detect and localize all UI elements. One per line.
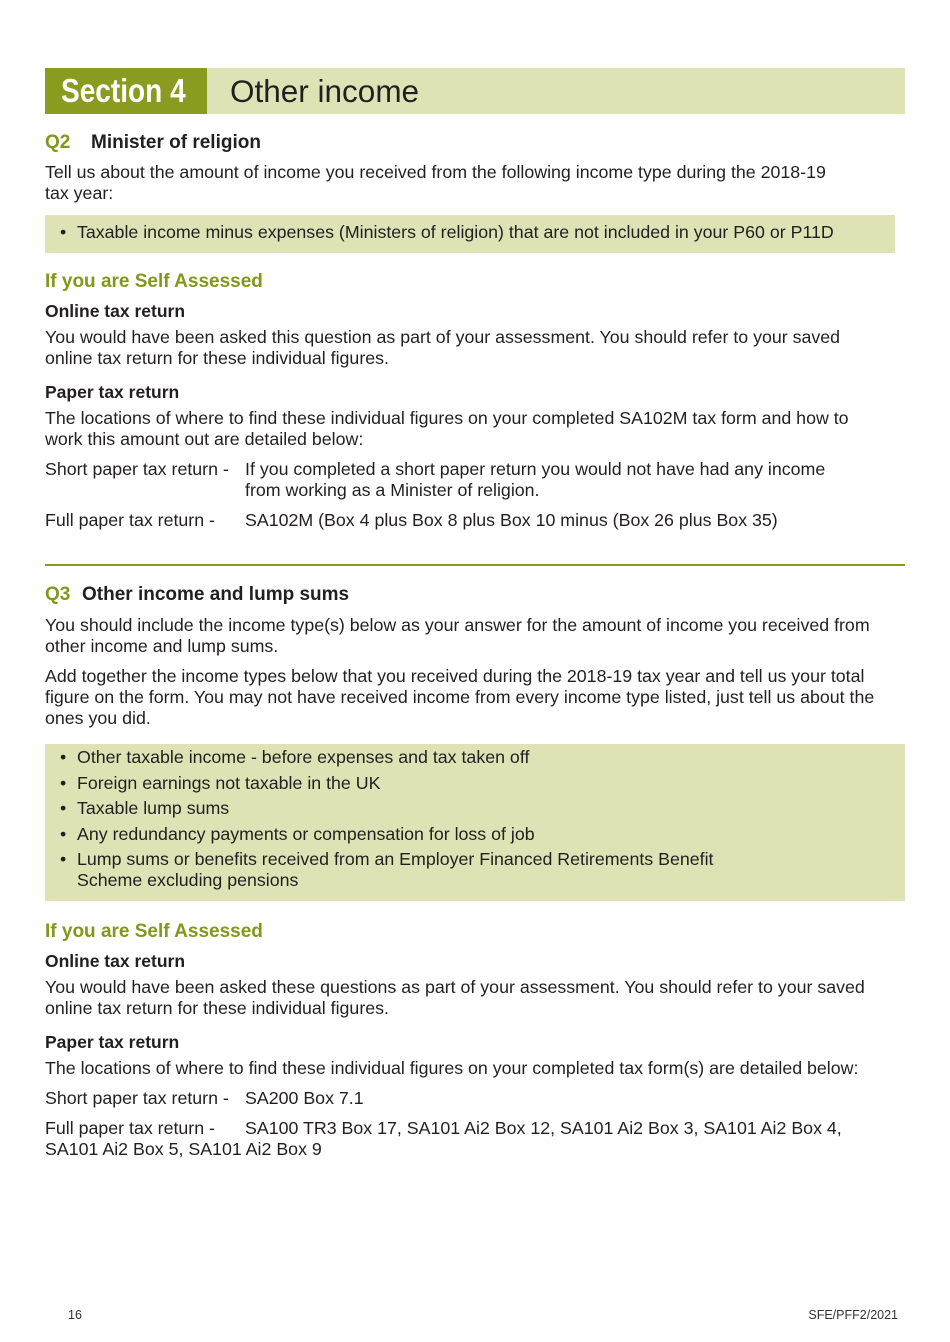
q2-paper-text: The locations of where to find these individual figures on your completed SA102M tax form and how to work this amount out are detailed below: xyxy=(45,408,849,449)
section-divider xyxy=(45,564,905,566)
q3-income-types-box xyxy=(45,744,905,901)
list-item: • Other taxable income - before expenses and tax taken off xyxy=(45,747,905,768)
q3-paper-heading: Paper tax return xyxy=(45,1032,180,1052)
row-value: SA102M (Box 4 plus Box 8 plus Box 10 minus (Box 26 plus Box 35) xyxy=(245,510,778,530)
q2-title: Minister of religion xyxy=(91,132,261,153)
section-number-block xyxy=(45,68,207,114)
list-item: • Any redundancy payments or compensation for loss of job xyxy=(45,824,905,845)
section-label: Section 4 xyxy=(61,72,186,109)
q2-self-assessed-heading: If you are Self Assessed xyxy=(45,271,263,292)
page-number: 16 xyxy=(68,1308,82,1322)
q2-income-type-box xyxy=(45,215,895,253)
q3-full-paper-row xyxy=(45,1118,905,1160)
row-label: Short paper tax return - xyxy=(45,1088,229,1108)
list-item: • Lump sums or benefits received from an Employer Financed Retirements Benefit Scheme excluding pensions xyxy=(45,849,905,891)
form-reference: SFE/PFF2/2021 xyxy=(808,1308,898,1322)
q3-instruction: Add together the income types below that you received during the 2018-19 tax year and tell us your total figure on the form. You may not have received income from every income type listed, just tell us about the ones you did. xyxy=(45,666,875,728)
section-title: Other income xyxy=(230,73,420,109)
q3-heading xyxy=(45,584,905,605)
q3-online-heading: Online tax return xyxy=(45,951,186,971)
list-item: • Foreign earnings not taxable in the UK xyxy=(45,773,905,794)
q2-online-text: You would have been asked this question as part of your assessment. You should refer to your saved online tax return for these individual figures. xyxy=(45,327,841,368)
q3-title: Other income and lump sums xyxy=(82,584,350,605)
q3-short-paper-row xyxy=(45,1088,905,1109)
q3-paper-text: The locations of where to find these individual figures on your completed tax form(s) are detailed below: xyxy=(45,1058,859,1078)
q3-number: Q3 xyxy=(45,584,71,605)
q3-intro: You should include the income type(s) below as your answer for the amount of income you received from other income and lump sums. xyxy=(45,615,870,656)
row-label: Full paper tax return - xyxy=(45,1118,215,1138)
q2-full-paper-row xyxy=(45,510,905,531)
q2-short-paper-row xyxy=(45,459,905,501)
row-value: If you completed a short paper return you would not have had any income from working as a Minister of religion. xyxy=(245,459,826,500)
row-label: Short paper tax return - xyxy=(45,459,229,479)
section-header xyxy=(45,68,905,114)
q2-number: Q2 xyxy=(45,132,71,153)
q2-paper-heading: Paper tax return xyxy=(45,382,180,402)
list-item: • Taxable lump sums xyxy=(45,798,905,819)
row-value: SA200 Box 7.1 xyxy=(245,1088,364,1108)
q2-intro: Tell us about the amount of income you received from the following income type during the 2018-19 tax year: xyxy=(45,162,826,203)
q2-heading xyxy=(45,132,905,153)
q3-online-text: You would have been asked these questions as part of your assessment. You should refer to your saved online tax return for these individual figures. xyxy=(45,977,865,1018)
list-item: • Taxable income minus expenses (Ministers of religion) that are not included in your P60 or P11D xyxy=(45,222,895,243)
row-value: SA100 TR3 Box 17, SA101 Ai2 Box 12, SA101 Ai2 Box 3, SA101 Ai2 Box 4, SA101 Ai2 Box 5, SA101 Ai2 Box 9 xyxy=(45,1118,842,1159)
q2-online-heading: Online tax return xyxy=(45,301,186,321)
q3-self-assessed-heading: If you are Self Assessed xyxy=(45,921,263,942)
row-label: Full paper tax return - xyxy=(45,510,215,530)
